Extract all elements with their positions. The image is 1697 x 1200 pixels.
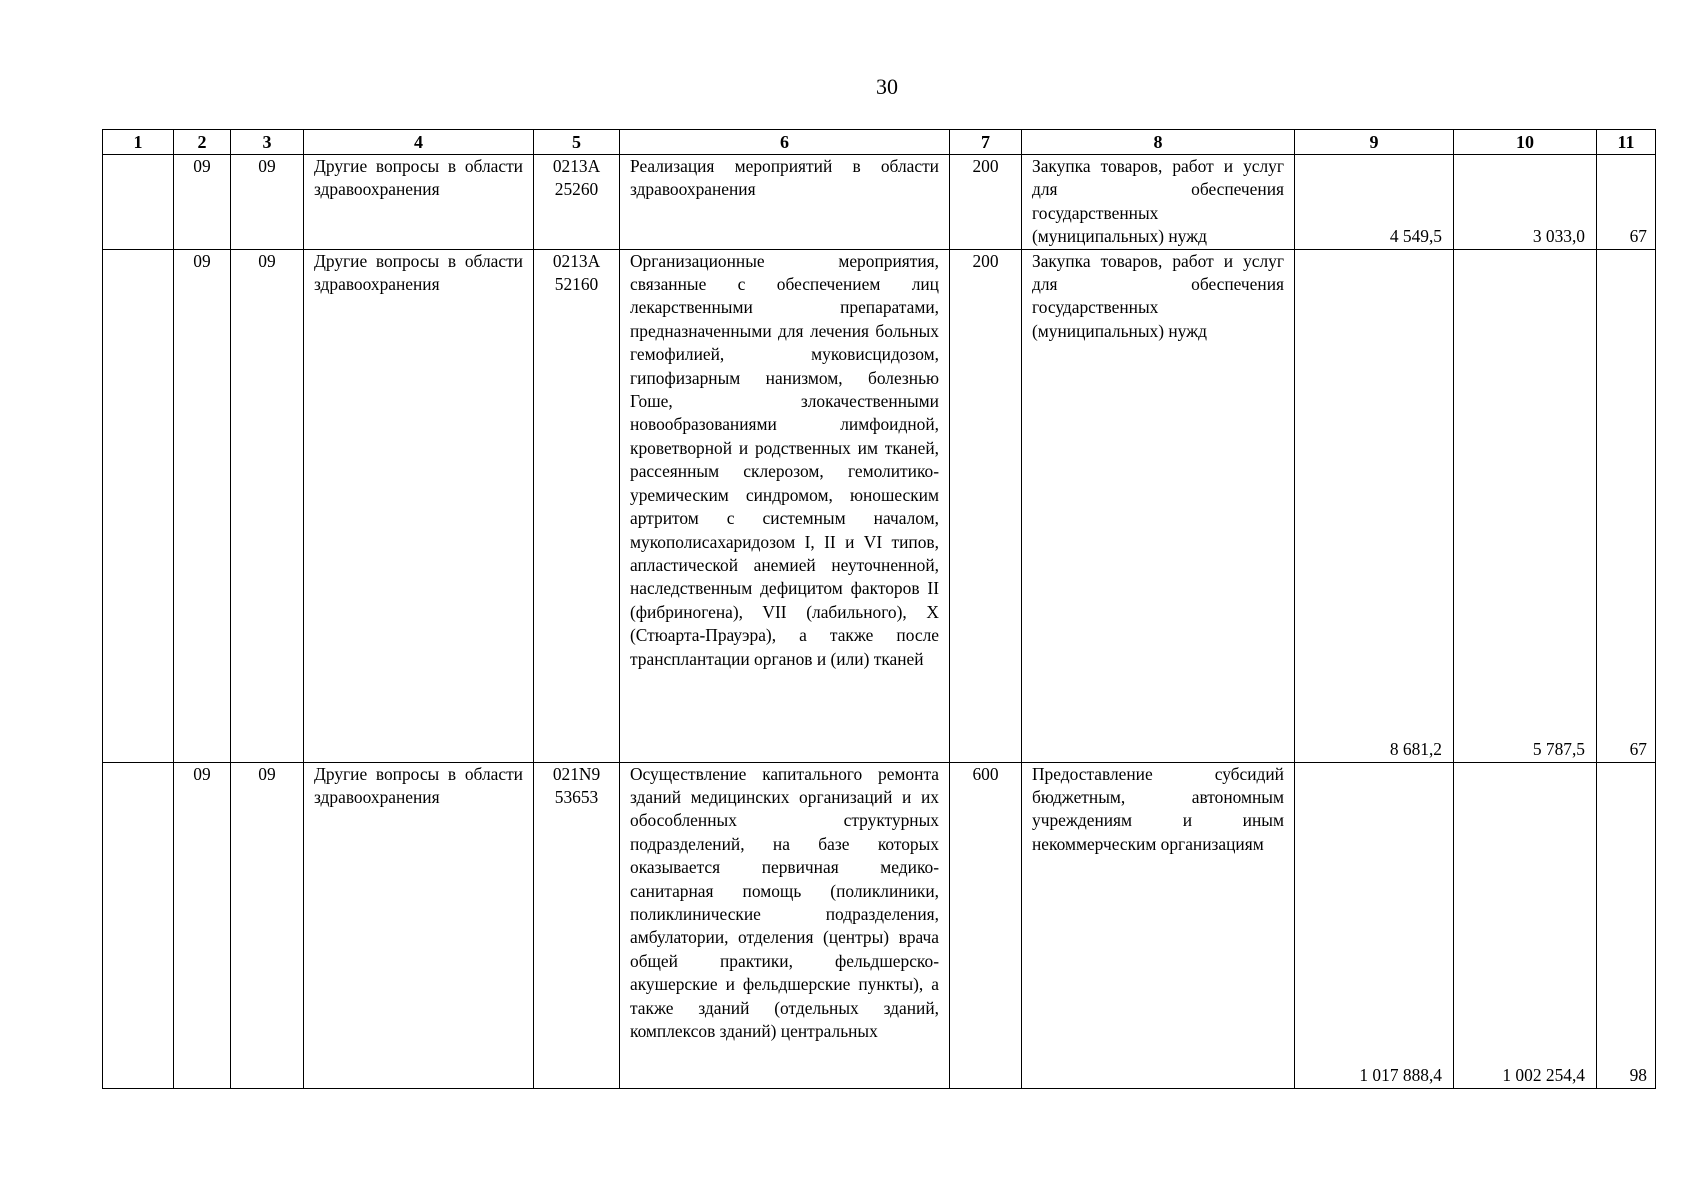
column-header: 5 — [534, 130, 620, 155]
column-header: 4 — [304, 130, 534, 155]
column-header: 10 — [1454, 130, 1597, 155]
table-row — [103, 155, 1656, 250]
cell-empty — [103, 762, 174, 1088]
column-header: 3 — [231, 130, 304, 155]
cell-target-article-name: Организационные мероприятия, связанные с обеспечением лиц лекарственными препаратами, предназначенными для лечения больных гемофилией, муковисцидозом, гипофизарным нанизмом, болезнью Гоше, злокачественными новообразованиями лимфоидной, кроветворной и родственных им тканей, рассеянным склерозом, гемолитико-уремическим синдромом, юношеским артритом с системным началом, мукополисахаридозом I, II и VI типов, апластической анемией неуточненной, наследственным дефицитом факторов II (фибриногена), VII (лабильного), X (Стюарта-Прауэра), а также после трансплантации органов и (или) тканей — [620, 249, 950, 762]
table-row — [103, 249, 1656, 762]
cell-expense-type-code: 200 — [950, 155, 1022, 250]
cell-percent: 67 — [1597, 249, 1656, 762]
cell-amount-planned: 4 549,5 — [1295, 155, 1454, 250]
cell-amount-planned: 8 681,2 — [1295, 249, 1454, 762]
column-header: 9 — [1295, 130, 1454, 155]
cell-target-article-name: Осуществление капитального ремонта зданий медицинских организаций и их обособленных структурных подразделений, на базе которых оказывается первичная медико-санитарная помощь (поликлиники, поликлинические подразделения, амбулатории, отделения (центры) врача общей практики, фельдшерско-акушерские и фельдшерские пункты), а также зданий (отдельных зданий, комплексов зданий) центральных — [620, 762, 950, 1088]
cell-subsection-name: Другие вопросы в области здравоохранения — [304, 249, 534, 762]
cell-target-article-name: Реализация мероприятий в области здравоохранения — [620, 155, 950, 250]
page-number: 30 — [876, 74, 898, 99]
cell-percent: 67 — [1597, 155, 1656, 250]
cell-subsection-code: 09 — [231, 249, 304, 762]
cell-expense-type-code: 600 — [950, 762, 1022, 1088]
cell-target-article: 0213А 25260 — [534, 155, 620, 250]
cell-empty — [103, 249, 174, 762]
cell-subsection-code: 09 — [231, 762, 304, 1088]
cell-percent: 98 — [1597, 762, 1656, 1088]
cell-amount-planned: 1 017 888,4 — [1295, 762, 1454, 1088]
cell-empty — [103, 155, 174, 250]
cell-section-code: 09 — [174, 249, 231, 762]
cell-expense-type-name: Закупка товаров, работ и услуг для обеспечения государственных (муниципальных) нужд — [1022, 155, 1295, 250]
cell-amount-executed: 1 002 254,4 — [1454, 762, 1597, 1088]
column-header: 8 — [1022, 130, 1295, 155]
cell-target-article: 0213А 52160 — [534, 249, 620, 762]
column-header: 7 — [950, 130, 1022, 155]
cell-section-code: 09 — [174, 762, 231, 1088]
cell-target-article: 021N9 53653 — [534, 762, 620, 1088]
cell-amount-executed: 5 787,5 — [1454, 249, 1597, 762]
cell-subsection-code: 09 — [231, 155, 304, 250]
cell-subsection-name: Другие вопросы в области здравоохранения — [304, 762, 534, 1088]
cell-amount-executed: 3 033,0 — [1454, 155, 1597, 250]
table-row — [103, 762, 1656, 1088]
cell-section-code: 09 — [174, 155, 231, 250]
column-header: 2 — [174, 130, 231, 155]
table-header-row — [103, 130, 1656, 155]
cell-subsection-name: Другие вопросы в области здравоохранения — [304, 155, 534, 250]
column-header: 11 — [1597, 130, 1656, 155]
column-header: 6 — [620, 130, 950, 155]
cell-expense-type-name: Предоставление субсидий бюджетным, автономным учреждениям и иным некоммерческим организациям — [1022, 762, 1295, 1088]
cell-expense-type-name: Закупка товаров, работ и услуг для обеспечения государственных (муниципальных) нужд — [1022, 249, 1295, 762]
column-header: 1 — [103, 130, 174, 155]
budget-table — [102, 129, 1656, 1089]
cell-expense-type-code: 200 — [950, 249, 1022, 762]
